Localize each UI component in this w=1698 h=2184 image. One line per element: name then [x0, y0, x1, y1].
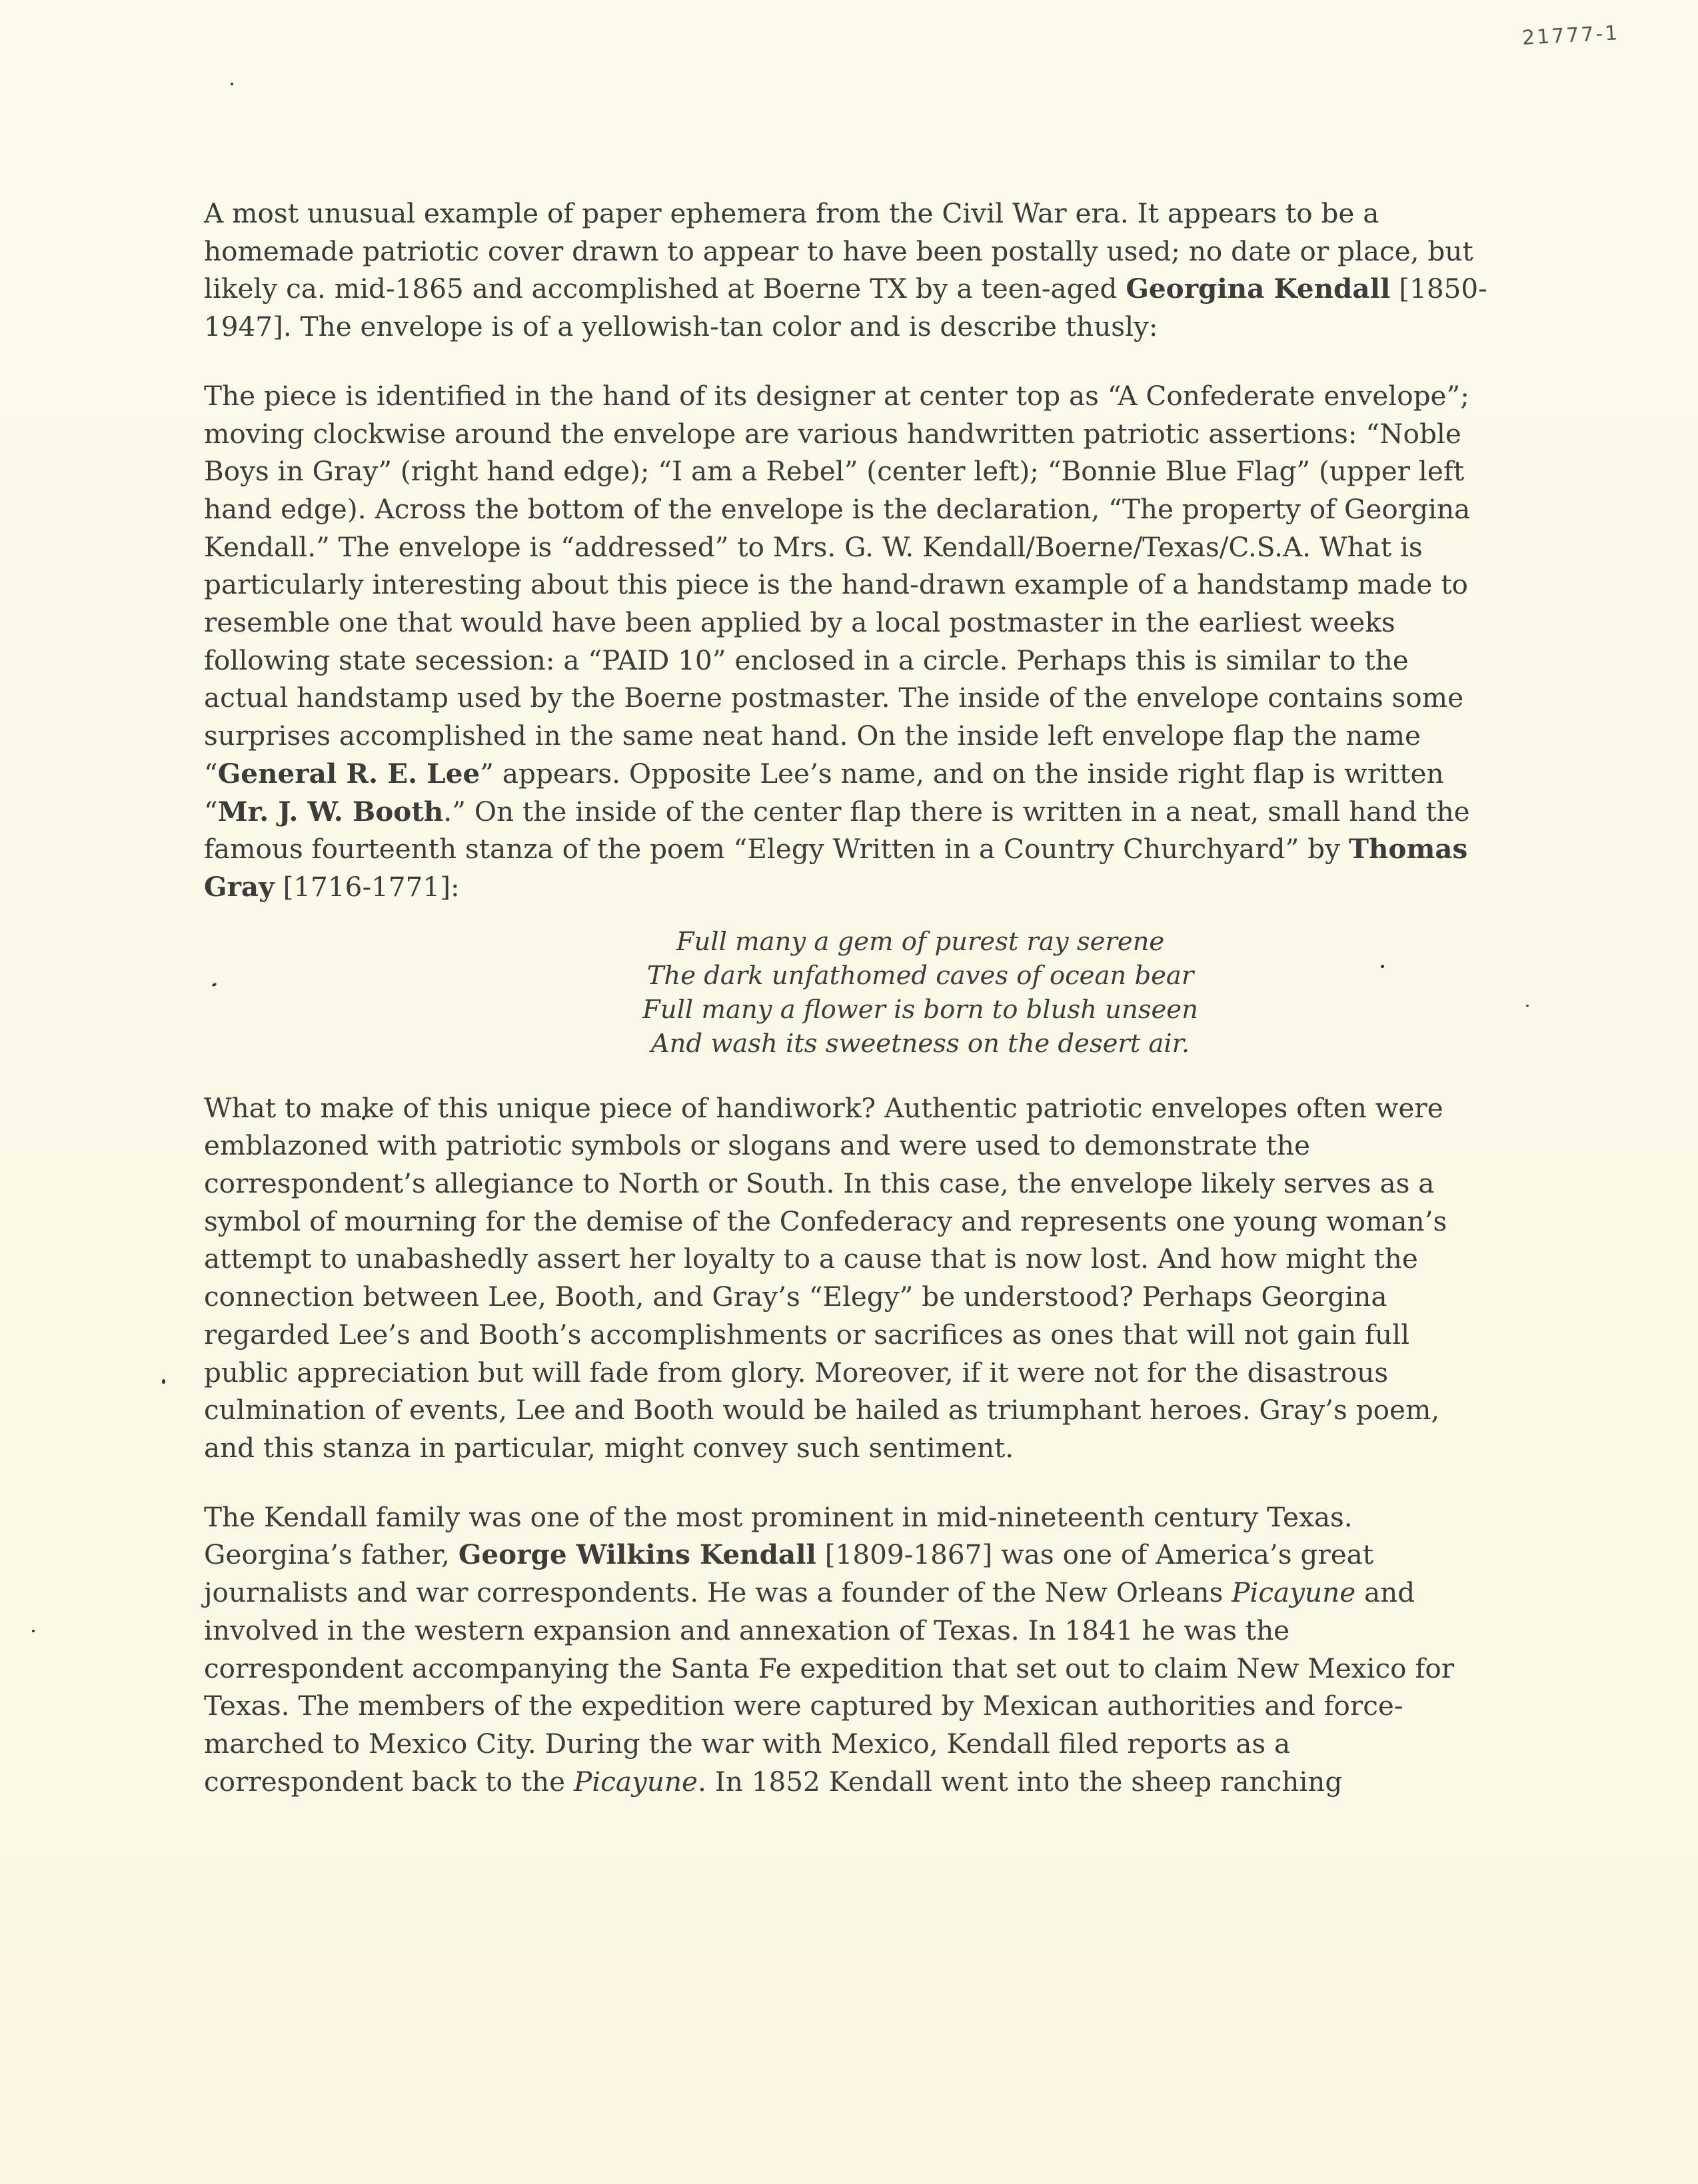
poem-line: And wash its sweetness on the desert air. — [650, 1028, 1190, 1059]
poem-line: Full many a flower is born to blush unseen — [642, 994, 1198, 1025]
paragraph-kendall-family — [204, 1498, 1497, 1801]
scan-speck — [231, 83, 233, 85]
bold-name-general-lee: General R. E. Lee — [217, 757, 480, 790]
paragraph-interpretation: What to make of this unique piece of handiwork? Authentic patriotic envelopes often were emblazoned with patriotic symbols or slogans and were used to demonstrate the correspondent’s allegiance to North or South. In this case, the envelope likely serves as a symbol of mourning for the demise of the Confederacy and represents one young woman’s attempt to unabashedly assert her loyalty to a cause that is now lost. And how might the connection between Lee, Booth, and Gray’s “Elegy” be understood? Perhaps Georgina regarded Lee’s and Booth’s accomplishments or sacrifices as ones that will not gain full public appreciation but will fade from glory. Moreover, if it were not for the disastrous culmination of events, Lee and Booth would be hailed as triumphant heroes. Gray’s poem, and this stanza in particular, might convey such sentiment. — [204, 1091, 1447, 1464]
verse-gap — [204, 1061, 1497, 1089]
bold-name-thomas-gray: Thomas Gray — [204, 833, 1468, 903]
italic-title-picayune: Picayune — [573, 1765, 698, 1798]
poem-stanza — [204, 925, 1497, 1061]
paragraph-gap — [204, 1467, 1497, 1498]
paragraph-intro — [204, 195, 1497, 346]
text-run: [1809-1867] was one of America’s great journalists and war correspondents. He was a founder of the New Orleans — [204, 1538, 1374, 1609]
poem-line: Full many a gem of purest ray serene — [676, 926, 1165, 957]
text-run: The Kendall family was one of the most prominent in mid-nineteenth century Texas. Georgina’s father, — [204, 1500, 1353, 1571]
text-run: and involved in the western expansion and annexation of Texas. In 1841 he was the correspondent accompanying the Santa Fe expedition that set out to claim New Mexico for Texas. The members of the expedition were captured by Mexican authorities and force-marched to Mexico City. During the war with Mexico, Kendall filed reports as a correspondent back to the — [204, 1576, 1455, 1798]
text-run: The piece is identified in the hand of its designer at center top as “A Confederate envelope”; moving clockwise around the envelope are various handwritten patriotic assertions: “Noble Boys in Gray” (right hand edge); “I am a Rebel” (center left); “Bonnie Blue Flag” (upper left hand edge). Across the bottom of the envelope is the declaration, “The property of Georgina Kendall.” The envelope is “addressed” to Mrs. G. W. Kendall/Boerne/Texas/C.S.A. What is particularly interesting about this piece is the hand-drawn example of a handstamp made to resemble one that would have been applied by a local postmaster in the earliest weeks following state secession: a “PAID 10” enclosed in a circle. Perhaps this is similar to the actual handstamp used by the Boerne postmaster. The inside of the envelope contains some surprises accomplished in the same neat hand. On the inside left envelope flap the name “ — [204, 379, 1471, 790]
document-body — [204, 195, 1497, 1800]
bold-name-booth: Mr. J. W. Booth — [217, 795, 444, 827]
bold-name-georgina-kendall: Georgina Kendall — [1126, 273, 1391, 305]
text-run: .” On the inside of the center flap there is written in a neat, small hand the famous fourteenth stanza of the poem “Elegy Written in a Country Churchyard” by — [204, 795, 1470, 865]
paragraph-gap — [204, 346, 1497, 377]
scan-speck — [32, 1630, 35, 1632]
text-run: [1716-1771]: — [274, 870, 460, 903]
italic-title-picayune: Picayune — [1232, 1576, 1356, 1609]
poem-line: The dark unfathomed caves of ocean bear — [646, 960, 1194, 991]
bold-name-george-wilkins-kendall: George Wilkins Kendall — [458, 1538, 816, 1571]
handwritten-doc-number: 21777-1 — [1521, 21, 1621, 50]
scan-speck — [1526, 1005, 1529, 1007]
scan-speck — [162, 1379, 165, 1384]
text-run: [1850-1947]. The envelope is of a yellowish-tan color and is describe thusly: — [204, 273, 1487, 343]
text-run: A most unusual example of paper ephemera from the Civil War era. It appears to be a homemade patriotic cover drawn to appear to have been postally used; no date or place, but likely ca. mid-1865 and accomplished at Boerne TX by a teen-aged — [204, 197, 1473, 305]
paragraph-envelope-description — [204, 377, 1497, 906]
verse-gap — [204, 906, 1497, 925]
text-run: ” appears. Opposite Lee’s name, and on the inside right flap is written “ — [204, 757, 1444, 827]
text-run: . In 1852 Kendall went into the sheep ranching — [698, 1765, 1343, 1798]
